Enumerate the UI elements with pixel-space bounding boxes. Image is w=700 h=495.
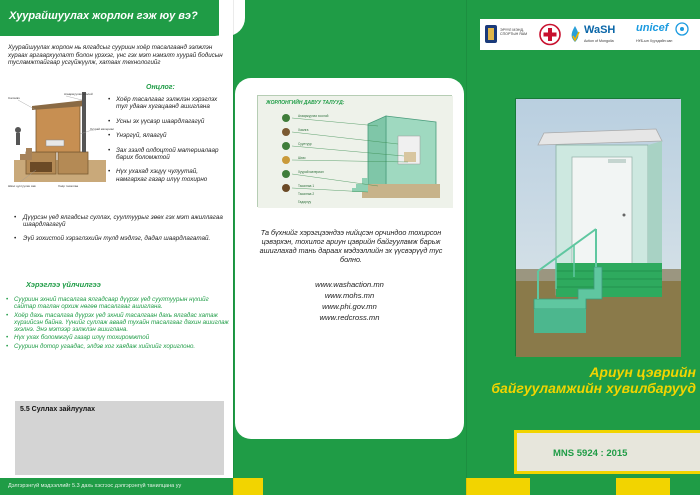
scheme-label: Тасалгаа 1: [298, 184, 315, 188]
wash-subtitle: Action of Mongolia: [584, 39, 614, 43]
list-item: • Хоёр тасалгааг ээлжлэн хэрэглэх тул удаан хугацаанд ашиглана: [108, 96, 230, 111]
advantages-list: [108, 96, 230, 190]
list-item: • Дүүрсэн үед ялгадсыг суллах, суултуурыг зөөх гэх мэт ажиллагаа шаардлагагүй: [14, 214, 228, 229]
list-item: • Усны эх үүсвэр шаардлагагүй: [108, 118, 230, 125]
footer-yellow-accent: [616, 478, 670, 495]
toilet-photo-illustration: [516, 99, 681, 357]
partner-logos-strip: [480, 19, 700, 50]
toilet-scheme-image: [257, 95, 452, 207]
scheme-label: Суултуур: [298, 142, 312, 146]
advantages-list-continued: [14, 214, 228, 248]
list-item: • Нүх ухах боломжгүй газар илүү тохиромжтой: [6, 334, 230, 341]
red-cross-icon: [538, 22, 562, 47]
wash-drop-icon: [568, 22, 582, 47]
list-item: • Нүх ухахад хэцүү чулуутай, намгархаг газар илүү тохирно: [108, 168, 230, 183]
scheme-label: Тасалгаа 2: [298, 192, 315, 196]
website-links: [233, 279, 466, 323]
diagram-label: Салхивч: [8, 96, 20, 100]
wash-logo-text: WaSH: [584, 24, 616, 36]
middle-panel: [233, 0, 466, 495]
ministry-name: ЭРҮҮЛ МЭНД, СПОРТЫН ЯАМ: [500, 28, 528, 36]
cover-title-line2: байгууламжийн хувилбарууд: [491, 380, 696, 396]
list-item: • Сууриин эхний тасалгаа ялгадсаар дүүрэх үед суултуурын нүхийг сайтар таглан орхиж нөгөө тасалгааг ашиглана.: [6, 296, 230, 311]
advantages-heading: Онцлог:: [146, 84, 175, 91]
panel1-title: Хуурайшуулах жорлон гэж юу вэ?: [9, 10, 198, 22]
footer-yellow-accent: [233, 478, 263, 495]
toilet-scheme-illustration: [258, 96, 453, 208]
usage-heading: Хэрэглээ үйлчилгээ: [26, 280, 101, 289]
fold-divider: [466, 0, 467, 495]
scheme-label: Шээс: [298, 156, 306, 160]
fold-divider: [233, 0, 234, 495]
scheme-label: Хаалга: [298, 128, 309, 132]
left-panel: [0, 0, 233, 495]
diagram-label: Хуурай материал: [90, 127, 115, 131]
unicef-subtitle: НҮБ-ын Хүүхдийн сан: [636, 39, 673, 43]
toilet-cross-section-diagram: [6, 90, 115, 192]
list-item: • Эүй зохистой хэрэглэхийн тулд мэдлэг, дадал шаардлагатай.: [14, 235, 228, 242]
website-link[interactable]: www.washaction.mn: [315, 280, 384, 289]
list-item: • Зах зээлд олдоцтой материалаар барих боломжтой: [108, 147, 230, 162]
standard-box: [514, 430, 700, 474]
left-panel-footer: [0, 478, 233, 495]
cover-title-line1: Ариун цэврийн: [589, 364, 696, 380]
website-link[interactable]: www.mohs.mn: [324, 291, 375, 300]
cover-title: [480, 364, 696, 396]
website-link[interactable]: www.redcross.mn: [319, 313, 380, 322]
list-item: • Сууриин дотор угаадас, элдэв хог хаядаж хийхийг хориглоно.: [6, 343, 230, 350]
website-link[interactable]: www.phi.gov.mn: [322, 302, 377, 311]
ministry-emblem-icon: [484, 22, 498, 47]
scheme-label: Хуурай материал: [298, 170, 324, 174]
scheme-label: Агааржуулах хоолой: [298, 114, 329, 118]
scheme-title: ЖОРЛОНГИЙН ДАВУУ ТАЛУУД:: [266, 100, 345, 106]
unicef-logo-text: unicef: [636, 22, 669, 34]
footer-yellow-accent: [466, 478, 530, 495]
list-item: • Хоёр дахь тасалгаа дүүрэх үед эхний тасалгаан дахь ялгадас хатаж хүрзийсэн байна. Үүнийг суллаж аваад тухайн тасалгааг дахин ашиглаж эхэлнэ. Энэ мэтээр ээлжлэн ашиглана.: [6, 312, 230, 334]
scheme-label: Гадаргуу: [298, 200, 312, 204]
list-item: • Үнэргүй, ялаагүй: [108, 132, 230, 139]
footer-note: Дэлгэрэнгүй мэдээллийг 5.3 дахь хэсгээс дэлгэрэнгүй танилцана уу: [8, 483, 182, 489]
diagram-label: Хоёр тасалгаа: [58, 184, 79, 188]
standard-number: MNS 5924 : 2015: [553, 448, 628, 459]
middle-panel-footer: [233, 478, 466, 495]
panel1-intro: Хуурайшуулах жорлон нь ялгадсыг сууриин хоёр тасалгаанд ээлжлэн хураах аргаархуулалт болон үрэхэг, үнс гэх мэт нэмэлт хуурай бодисын тусламжтайгаар усгүйжүүлж, хатаах технологийг: [8, 44, 223, 67]
diagram-label: Шээс цуглуулах сав: [8, 184, 36, 188]
info-paragraph: Та бүхнийг хэрэгцээндээ нийцсэн орчиндоо тохирсон цэвэрхэн, тохилог ариун цэврийн байгууламж барьж ашиглахад тань дараах мэдээллийн эх үүсвэрүүд тус болно.: [259, 228, 443, 264]
cover-panel: [466, 0, 700, 495]
emptying-section-box: [15, 401, 224, 475]
toilet-photo: [515, 98, 680, 356]
emptying-section-label: 5.5 Суллах зайлуулах: [20, 406, 96, 413]
panel-corner-curve: [219, 0, 245, 36]
unicef-emblem-icon: [674, 22, 690, 36]
diagram-label: Агааржуулах хоолой: [64, 92, 93, 96]
usage-list: [6, 296, 230, 351]
